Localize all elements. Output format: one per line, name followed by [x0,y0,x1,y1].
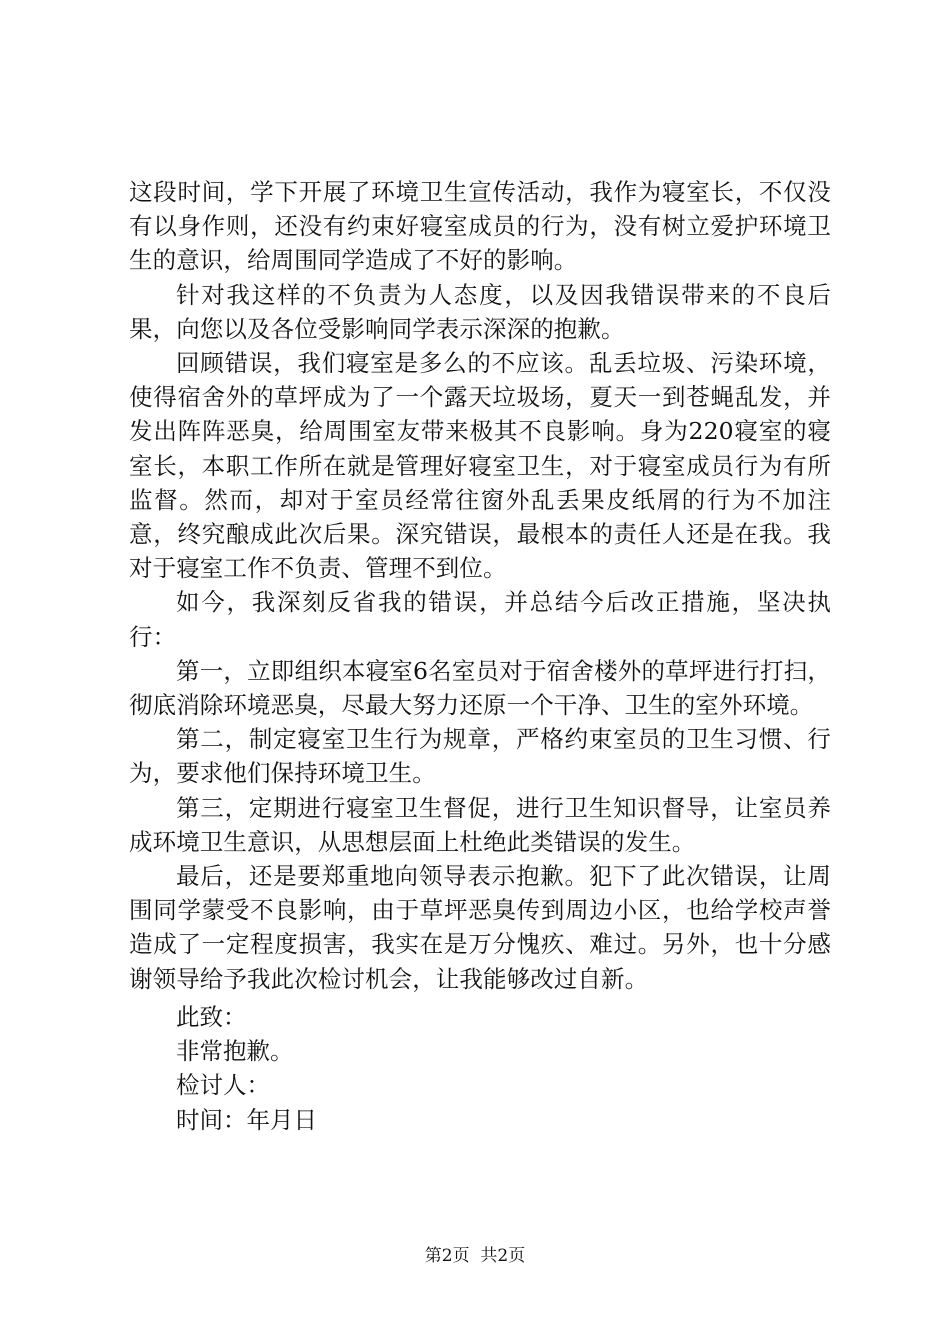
paragraph-measure-3: 第三，定期进行寝室卫生督促，进行卫生知识督导，让室员养成环境卫生意识，从思想层面上杜绝此类错误的发生。 [129,793,831,856]
paragraph-reflection: 如今，我深刻反省我的错误，并总结今后改正措施，坚决执行： [129,588,831,651]
closing-apology: 非常抱歉。 [176,1037,294,1066]
date-label: 时间：年月日 [176,1105,317,1134]
paragraph-conclusion: 最后，还是要郑重地向领导表示抱歉。犯下了此次错误，让周围同学蒙受不良影响，由于草坪恶臭传到周边小区，也给学校声誉造成了一定程度损害，我实在是万分愧疚、难过。另外，也十分感谢领导给予我此次检讨机会，让我能够改过自新。 [129,862,831,993]
salutation: 此致： [176,1003,247,1031]
page-number: 第2页 共2页 [424,1246,526,1266]
author-label: 检讨人： [176,1071,270,1100]
paragraph-measure-1: 第一，立即组织本寝室6名室员对于宿舍楼外的草坪进行打扫，彻底消除环境恶臭，尽最大努力还原一个干净、卫生的室外环境。 [129,656,831,720]
document-body [129,175,831,996]
page-footer [0,1245,950,1267]
paragraph-review: 回顾错误，我们寝室是多么的不应该。乱丢垃圾、污染环境，使得宿舍外的草坪成为了一个露天垃圾场，夏天一到苍蝇乱发，并发出阵阵恶臭，给周围室友带来极其不良影响。身为220寝室的寝室长，本职工作所在就是管理好寝室卫生，对于寝室成员行为有所监督。然而，却对于室员经常往窗外乱丢果皮纸屑的行为不加注意，终究酿成此次后果。深究错误，最根本的责任人还是在我。我对于寝室工作不负责、管理不到位。 [129,349,831,583]
paragraph-measure-2: 第二，制定寝室卫生行为规章，严格约束室员的卫生习惯、行为，要求他们保持环境卫生。 [129,725,831,788]
paragraph-apology: 针对我这样的不负责为人态度，以及因我错误带来的不良后果，向您以及各位受影响同学表示深深的抱歉。 [129,280,831,343]
paragraph-intro: 这段时间，学下开展了环境卫生宣传活动，我作为寝室长，不仅没有以身作则，还没有约束好寝室成员的行为，没有树立爱护环境卫生的意识，给周围同学造成了不好的影响。 [129,178,831,275]
closing-block [176,1000,676,1137]
